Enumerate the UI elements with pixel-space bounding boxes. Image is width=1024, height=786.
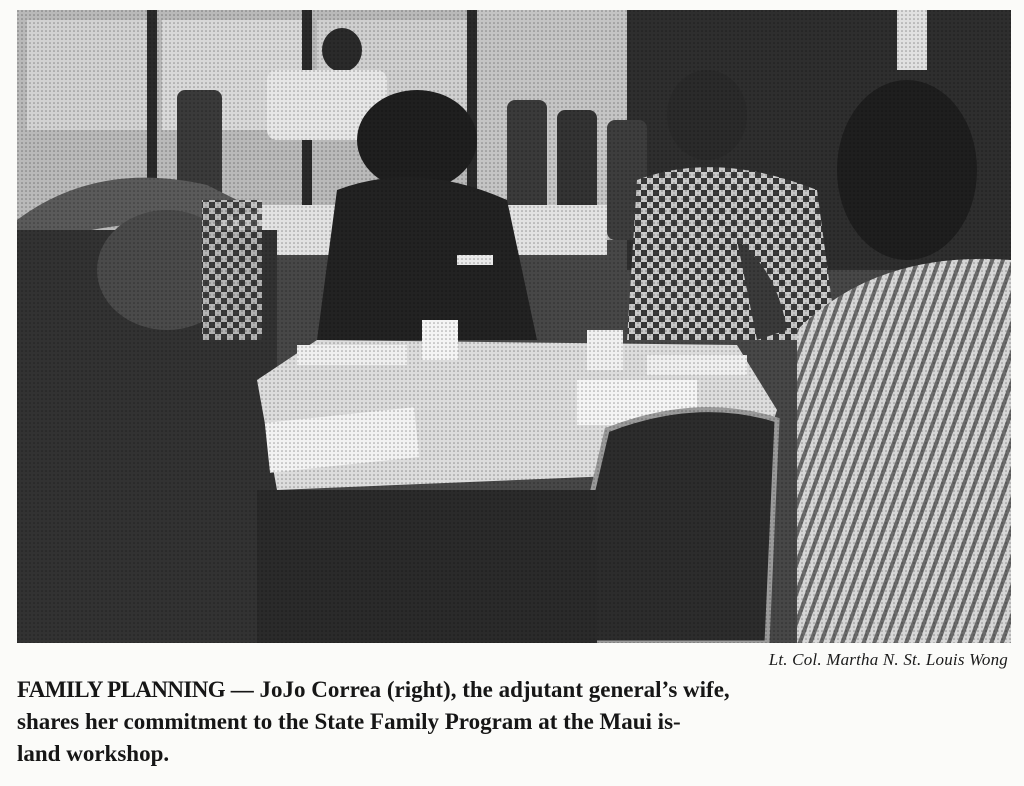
caption-line-1 [17, 674, 1007, 706]
caption-text-1: JoJo Correa (right), the adjutant general’s wife, [259, 677, 730, 702]
photo-credit: Lt. Col. Martha N. St. Louis Wong [768, 650, 1008, 669]
caption-line-2: shares her commitment to the State Family Program at the Maui is- [17, 709, 681, 734]
workshop-photo [17, 10, 1011, 643]
caption-lead: FAMILY PLANNING [17, 677, 226, 702]
caption-line-3: land workshop. [17, 741, 170, 766]
caption-separator: — [225, 677, 260, 702]
photo-caption [17, 674, 1007, 770]
workshop-photo-illustration [17, 10, 1011, 643]
